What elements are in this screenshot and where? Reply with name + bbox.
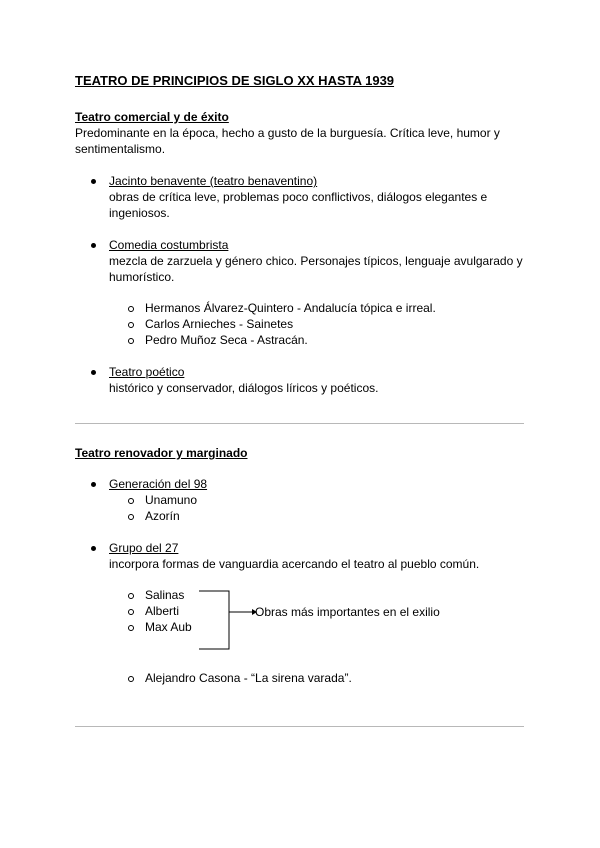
sub-list-item: Alberti [145, 604, 180, 618]
sub-bullet-icon [128, 322, 134, 328]
section-intro-line: Predominante en la época, hecho a gusto de la burguesía. Crítica leve, humor y [75, 126, 500, 140]
list-item-desc: ingeniosos. [109, 206, 170, 220]
bullet-icon [91, 179, 96, 184]
sub-list-item: Max Aub [145, 620, 192, 634]
list-item-desc: humorístico. [109, 270, 175, 284]
bracket-arrow-icon [196, 585, 260, 655]
sub-bullet-icon [128, 609, 134, 615]
bullet-icon [91, 370, 96, 375]
sub-bullet-icon [128, 625, 134, 631]
list-item-desc: obras de crítica leve, problemas poco conflictivos, diálogos elegantes e [109, 190, 488, 204]
sub-list-item: Azorín [145, 509, 180, 523]
sub-list-item: Hermanos Álvarez-Quintero - Andalucía tópica e irreal. [145, 301, 436, 315]
divider [75, 423, 524, 424]
list-item-label: Generación del 98 [109, 477, 208, 491]
sub-bullet-icon [128, 593, 134, 599]
list-item-desc: histórico y conservador, diálogos líricos y poéticos. [109, 381, 379, 395]
sub-bullet-icon [128, 514, 134, 520]
bracket-note: Obras más importantes en el exilio [255, 605, 440, 619]
section-heading-comercial: Teatro comercial y de éxito [75, 110, 229, 124]
sub-list-item: Unamuno [145, 493, 198, 507]
bullet-icon [91, 243, 96, 248]
bullet-icon [91, 546, 96, 551]
list-item-desc: mezcla de zarzuela y género chico. Personajes típicos, lenguaje avulgarado y [109, 254, 523, 268]
sub-list-item: Carlos Arnieches - Sainetes [145, 317, 294, 331]
list-item-label: Teatro poético [109, 365, 185, 379]
list-item-label: Grupo del 27 [109, 541, 179, 555]
sub-list-item: Pedro Muñoz Seca - Astracán. [145, 333, 308, 347]
sub-bullet-icon [128, 498, 134, 504]
sub-bullet-icon [128, 338, 134, 344]
page-title: TEATRO DE PRINCIPIOS DE SIGLO XX HASTA 1939 [75, 73, 395, 88]
sub-list-item: Alejandro Casona - “La sirena varada”. [145, 671, 352, 685]
list-item-desc: incorpora formas de vanguardia acercando el teatro al pueblo común. [109, 557, 480, 571]
section-heading-renovador: Teatro renovador y marginado [75, 446, 248, 460]
sub-bullet-icon [128, 306, 134, 312]
list-item-label: Jacinto benavente (teatro benaventino) [109, 174, 318, 188]
list-item-label: Comedia costumbrista [109, 238, 229, 252]
section-intro-line: sentimentalismo. [75, 142, 166, 156]
sub-bullet-icon [128, 676, 134, 682]
bullet-icon [91, 482, 96, 487]
divider [75, 726, 524, 727]
sub-list-item: Salinas [145, 588, 185, 602]
